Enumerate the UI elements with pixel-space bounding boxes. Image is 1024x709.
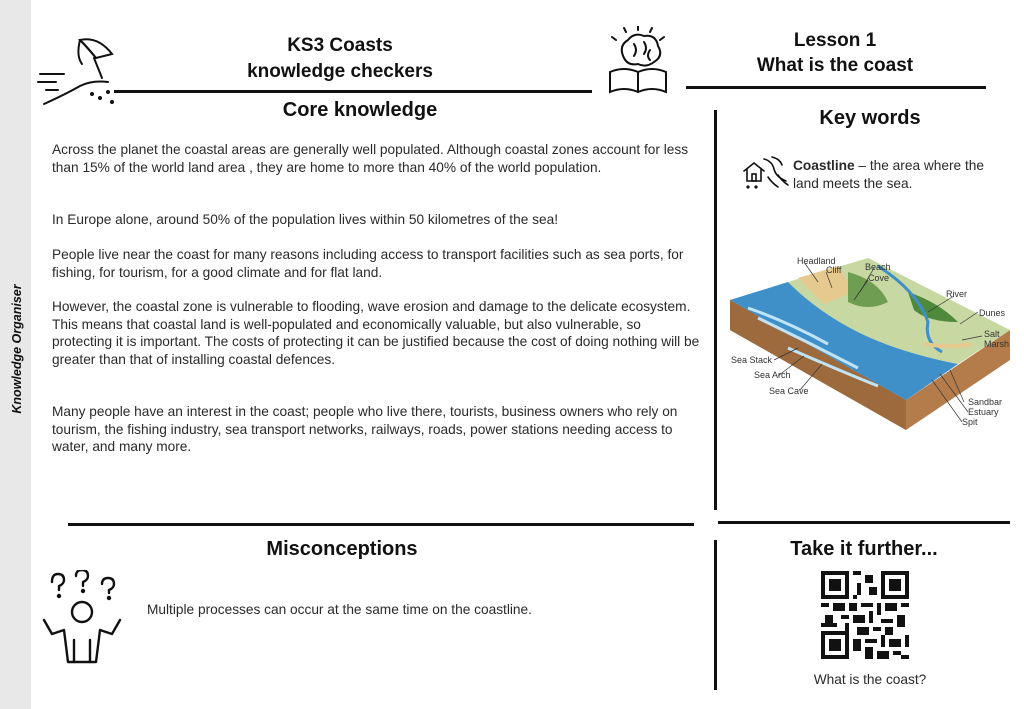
- beach-umbrella-icon: [36, 34, 120, 112]
- lesson-name: What is the coast: [756, 55, 914, 76]
- core-knowledge-heading: Core knowledge: [282, 99, 438, 121]
- further-divider: [718, 521, 1010, 524]
- keyword-definition: – the area where the land meets the sea.: [793, 158, 984, 191]
- label-sea-arch: Sea Arch: [754, 370, 791, 380]
- label-beach: Beach: [865, 262, 891, 272]
- label-spit: Spit: [962, 417, 978, 427]
- qr-caption: What is the coast?: [813, 672, 927, 687]
- misconceptions-divider: [68, 523, 694, 526]
- column-divider-bottom: [714, 540, 717, 690]
- label-marsh: Marsh: [984, 339, 1010, 349]
- misconceptions-heading: Misconceptions: [266, 538, 418, 560]
- header-divider-left: [114, 90, 592, 93]
- lesson-title: [720, 28, 950, 78]
- label-dunes: Dunes: [979, 308, 1006, 318]
- label-estuary: Estuary: [968, 407, 999, 417]
- column-divider-top: [714, 110, 717, 510]
- label-sea-cave: Sea Cave: [769, 386, 809, 396]
- label-sandbar: Sandbar: [968, 397, 1003, 407]
- label-salt: Salt: [984, 329, 1000, 339]
- brain-book-icon: [604, 26, 674, 98]
- header-divider-right: [686, 86, 986, 89]
- lesson-number: Lesson 1: [793, 30, 877, 51]
- core-paragraph-4: However, the coastal zone is vulnerable to flooding, wave erosion and damage to the delicate ecosystem. This means that coastal land is well-populated and economically valuable, but also vulnerable, so protecting it is important. The costs of protecting it can be justified because the cost of doing nothing will be greater than that of installing coastal defences.: [52, 299, 700, 367]
- title-line-2: knowledge checkers: [247, 61, 433, 82]
- coastline-icon: [742, 155, 790, 189]
- label-headland: Headland: [797, 256, 836, 266]
- sidebar-label: Knowledge Organiser: [10, 284, 24, 414]
- misconception-text: Multiple processes can occur at the same time on the coastline.: [147, 602, 532, 617]
- label-river: River: [946, 289, 968, 299]
- title-line-1: KS3 Coasts: [287, 35, 393, 56]
- page-title: [210, 33, 470, 85]
- keyword-coastline: [793, 157, 993, 192]
- confused-person-icon: [38, 570, 124, 668]
- core-paragraph-5: Many people have an interest in the coast; people who live there, tourists, business owners who rely on tourism, the fishing industry, sea transport networks, railways, roads, power stations needing access to water, and many more.: [52, 404, 678, 454]
- take-it-further-heading: Take it further...: [790, 538, 938, 560]
- label-cliff: Cliff: [826, 265, 842, 275]
- core-paragraph-1: Across the planet the coastal areas are generally well populated. Although coastal zones account for less than 15% of the world land area , they are home to more than 40% of the world population.: [52, 142, 689, 175]
- core-paragraph-3: People live near the coast for many reasons including access to transport facilities such as sea ports, for fishing, for tourism, for a good climate and for flat land.: [52, 247, 684, 280]
- label-cove: Cove: [868, 273, 890, 283]
- label-sea-stack: Sea Stack: [731, 355, 773, 365]
- core-paragraph-2: In Europe alone, around 50% of the population lives within 50 kilometres of the sea!: [52, 212, 558, 227]
- qr-code-icon[interactable]: [821, 571, 909, 659]
- key-words-heading: Key words: [819, 107, 921, 129]
- keyword-term: Coastline: [793, 158, 855, 173]
